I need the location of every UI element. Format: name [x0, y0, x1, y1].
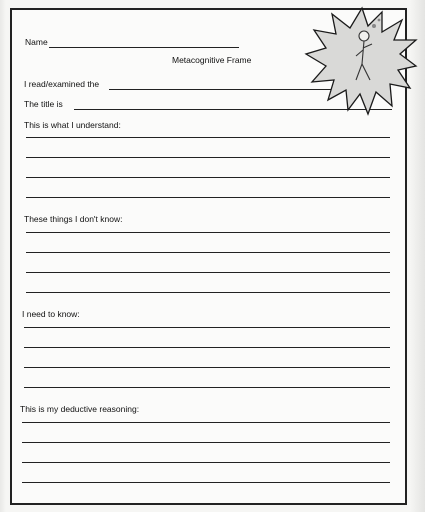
writing-line[interactable] [22, 462, 390, 463]
name-line[interactable] [49, 47, 239, 48]
writing-line[interactable] [22, 442, 390, 443]
writing-line[interactable] [24, 347, 390, 348]
writing-line[interactable] [24, 327, 390, 328]
thinking-person-starburst-icon [304, 6, 418, 116]
writing-line[interactable] [26, 252, 390, 253]
writing-line[interactable] [26, 232, 390, 233]
read-examined-label: I read/examined the [24, 79, 100, 89]
writing-line[interactable] [24, 367, 390, 368]
writing-line[interactable] [26, 177, 390, 178]
name-label: Name [25, 37, 48, 47]
writing-line[interactable] [26, 292, 390, 293]
section-label-dont-know: These things I don't know: [24, 214, 123, 224]
writing-line[interactable] [26, 272, 390, 273]
writing-line[interactable] [26, 137, 390, 138]
page-title: Metacognitive Frame [172, 55, 252, 65]
section-label-deductive-reasoning: This is my deductive reasoning: [20, 404, 140, 414]
writing-line[interactable] [24, 387, 390, 388]
writing-line[interactable] [26, 197, 390, 198]
writing-line[interactable] [26, 157, 390, 158]
writing-line[interactable] [22, 482, 390, 483]
section-label-need-to-know: I need to know: [22, 309, 80, 319]
starburst-shape [306, 8, 416, 114]
title-is-label: The title is [24, 99, 63, 109]
writing-line[interactable] [22, 422, 390, 423]
section-label-understand: This is what I understand: [24, 120, 121, 130]
